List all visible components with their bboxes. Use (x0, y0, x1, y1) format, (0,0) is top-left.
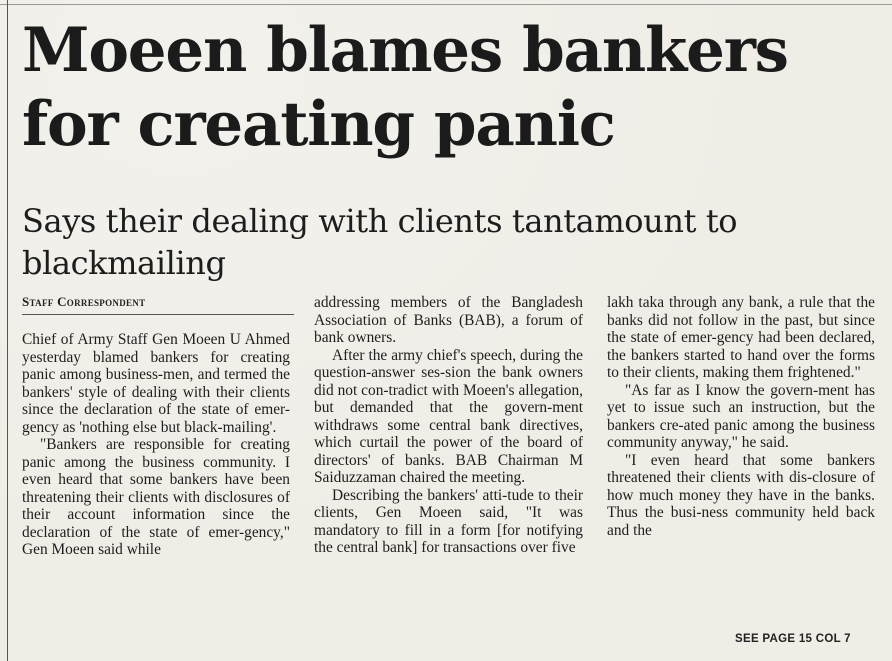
article-column-2 (314, 294, 583, 557)
paragraph: "As far as I know the govern-ment has yet to issue such an instruction, but the bankers cre-ated panic among the business community anyway," he said. (607, 381, 875, 451)
paragraph: lakh taka through any bank, a rule that the banks did not follow in the past, but since the state of emer-gency had been declared, the bankers started to hand over the forms to their clients, making them frightened." (607, 294, 875, 381)
headline: Moeen blames bankers for creating panic (22, 15, 788, 160)
continuation-line: SEE PAGE 15 COL 7 (735, 633, 851, 645)
byline-rule (22, 314, 294, 315)
paragraph: "Bankers are responsible for creating panic among the business community. I even heard that some bankers have been threatening their clients with disclosures of their account information since the declaration of the state of emer-gency," Gen Moeen said while (22, 436, 290, 558)
paragraph: "I even heard that some bankers threatened their clients with dis-closure of how much money they have in the banks. Thus the busi-ness community held back and the (607, 451, 875, 539)
paragraph: Describing the bankers' atti-tude to their clients, Gen Moeen said, "It was mandatory to fill in a form [for notifying the central bank] for transactions over five (314, 486, 583, 556)
column-rule (7, 0, 8, 661)
top-rule (0, 4, 892, 5)
paragraph: After the army chief's speech, during the question-answer ses-sion the bank owners did not con-tradict with Moeen's allegation, but demanded that the govern-ment withdraws some central bank directives, which curtail the power of the board of directors' of banks. BAB Chairman M Saiduzzaman chaired the meeting. (314, 346, 583, 486)
article-column-3 (607, 294, 875, 539)
article-column-1 (22, 331, 290, 559)
byline: Staff Correspondent (22, 294, 146, 309)
subheadline: Says their dealing with clients tantamount to blackmailing (22, 202, 738, 282)
paragraph: addressing members of the Bangladesh Association of Banks (BAB), a forum of bank owners. (314, 294, 583, 346)
paragraph: Chief of Army Staff Gen Moeen U Ahmed yesterday blamed bankers for creating panic among business-men, and termed the bankers' style of dealing with their clients since the declaration of the state of emer-gency as 'nothing else but black-mailing'. (22, 331, 290, 436)
